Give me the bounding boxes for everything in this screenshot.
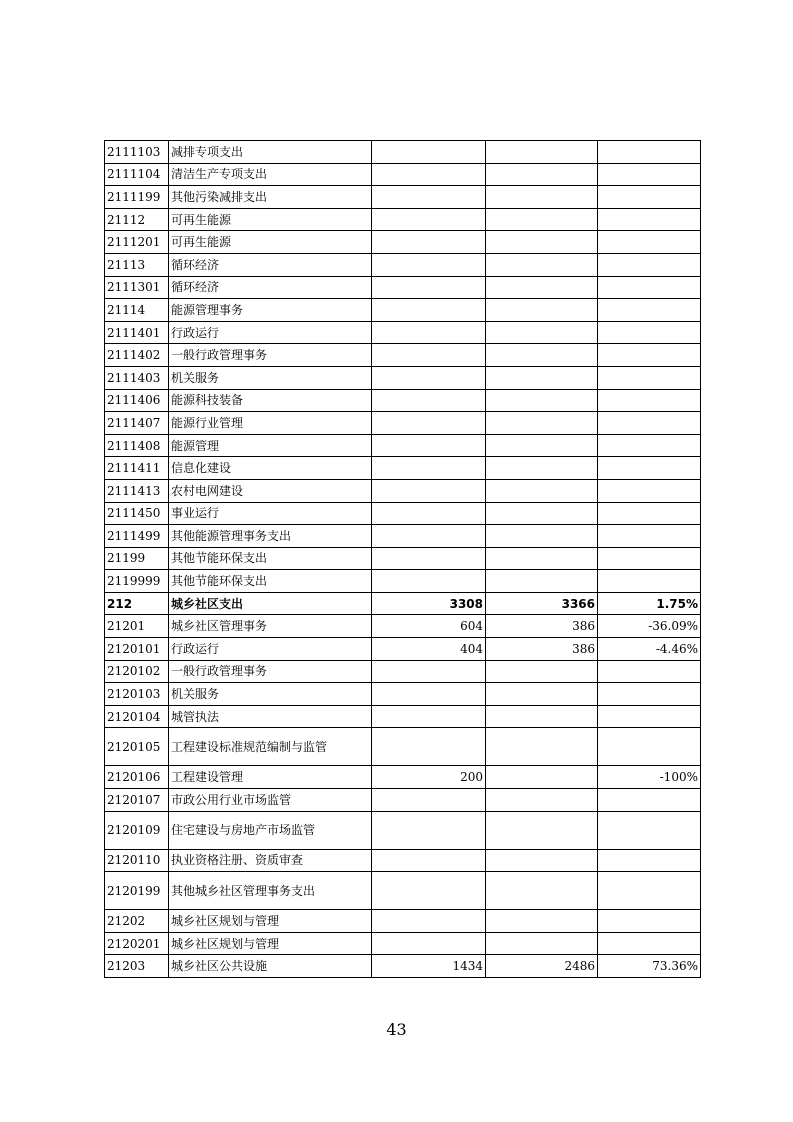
value-cell-3 xyxy=(598,811,701,849)
code-cell: 21112 xyxy=(105,208,169,231)
name-cell: 城管执法 xyxy=(169,705,372,728)
value-cell-1 xyxy=(372,705,486,728)
value-cell-2 xyxy=(486,932,598,955)
table-row xyxy=(105,163,701,186)
name-cell: 机关服务 xyxy=(169,366,372,389)
value-cell-3 xyxy=(598,683,701,706)
value-cell-1 xyxy=(372,728,486,766)
code-cell: 2111403 xyxy=(105,366,169,389)
table-row xyxy=(105,389,701,412)
value-cell-1: 1434 xyxy=(372,955,486,978)
table-row xyxy=(105,683,701,706)
value-cell-3 xyxy=(598,231,701,254)
value-cell-1 xyxy=(372,872,486,910)
value-cell-3 xyxy=(598,299,701,322)
value-cell-2: 386 xyxy=(486,638,598,661)
code-cell: 2120106 xyxy=(105,766,169,789)
name-cell: 城乡社区支出 xyxy=(169,592,372,615)
value-cell-2 xyxy=(486,525,598,548)
value-cell-3 xyxy=(598,502,701,525)
value-cell-1 xyxy=(372,299,486,322)
value-cell-2 xyxy=(486,253,598,276)
value-cell-2 xyxy=(486,728,598,766)
value-cell-3: 1.75% xyxy=(598,592,701,615)
name-cell: 行政运行 xyxy=(169,638,372,661)
code-cell: 2111499 xyxy=(105,525,169,548)
code-cell: 2111199 xyxy=(105,186,169,209)
value-cell-3 xyxy=(598,366,701,389)
value-cell-1 xyxy=(372,389,486,412)
table-row xyxy=(105,321,701,344)
code-cell: 2120103 xyxy=(105,683,169,706)
name-cell: 清洁生产专项支出 xyxy=(169,163,372,186)
code-cell: 2111407 xyxy=(105,412,169,435)
value-cell-3 xyxy=(598,849,701,872)
value-cell-3 xyxy=(598,872,701,910)
table-row xyxy=(105,186,701,209)
name-cell: 市政公用行业市场监管 xyxy=(169,789,372,812)
code-cell: 2120104 xyxy=(105,705,169,728)
name-cell: 其他能源管理事务支出 xyxy=(169,525,372,548)
value-cell-1: 3308 xyxy=(372,592,486,615)
code-cell: 21203 xyxy=(105,955,169,978)
table-row xyxy=(105,955,701,978)
value-cell-3 xyxy=(598,253,701,276)
table-row xyxy=(105,457,701,480)
name-cell: 城乡社区公共设施 xyxy=(169,955,372,978)
value-cell-2 xyxy=(486,276,598,299)
code-cell: 2111402 xyxy=(105,344,169,367)
value-cell-1 xyxy=(372,570,486,593)
value-cell-1 xyxy=(372,910,486,933)
code-cell: 2120101 xyxy=(105,638,169,661)
value-cell-3: -36.09% xyxy=(598,615,701,638)
value-cell-3 xyxy=(598,389,701,412)
table-row xyxy=(105,525,701,548)
code-cell: 2111401 xyxy=(105,321,169,344)
code-cell: 2111406 xyxy=(105,389,169,412)
name-cell: 减排专项支出 xyxy=(169,141,372,164)
table-row xyxy=(105,208,701,231)
table-row xyxy=(105,766,701,789)
name-cell: 可再生能源 xyxy=(169,208,372,231)
value-cell-1 xyxy=(372,186,486,209)
value-cell-1: 404 xyxy=(372,638,486,661)
value-cell-2 xyxy=(486,344,598,367)
budget-table-body xyxy=(105,141,701,978)
budget-table xyxy=(104,140,701,978)
value-cell-2 xyxy=(486,208,598,231)
value-cell-2 xyxy=(486,412,598,435)
value-cell-3 xyxy=(598,208,701,231)
value-cell-3 xyxy=(598,789,701,812)
value-cell-1: 200 xyxy=(372,766,486,789)
value-cell-3: -4.46% xyxy=(598,638,701,661)
value-cell-3 xyxy=(598,525,701,548)
table-row xyxy=(105,570,701,593)
table-row xyxy=(105,932,701,955)
table-row xyxy=(105,231,701,254)
name-cell: 一般行政管理事务 xyxy=(169,660,372,683)
value-cell-2 xyxy=(486,547,598,570)
code-cell: 2120110 xyxy=(105,849,169,872)
name-cell: 执业资格注册、资质审查 xyxy=(169,849,372,872)
code-cell: 2111201 xyxy=(105,231,169,254)
value-cell-2 xyxy=(486,849,598,872)
value-cell-3 xyxy=(598,570,701,593)
table-row xyxy=(105,141,701,164)
code-cell: 21202 xyxy=(105,910,169,933)
value-cell-1 xyxy=(372,412,486,435)
value-cell-3: -100% xyxy=(598,766,701,789)
value-cell-1 xyxy=(372,811,486,849)
value-cell-2: 2486 xyxy=(486,955,598,978)
value-cell-3 xyxy=(598,660,701,683)
value-cell-1 xyxy=(372,344,486,367)
code-cell: 2120201 xyxy=(105,932,169,955)
value-cell-1 xyxy=(372,479,486,502)
table-row xyxy=(105,412,701,435)
code-cell: 2119999 xyxy=(105,570,169,593)
name-cell: 农村电网建设 xyxy=(169,479,372,502)
value-cell-2 xyxy=(486,502,598,525)
table-row xyxy=(105,479,701,502)
name-cell: 循环经济 xyxy=(169,276,372,299)
name-cell: 行政运行 xyxy=(169,321,372,344)
name-cell: 能源管理 xyxy=(169,434,372,457)
value-cell-2 xyxy=(486,141,598,164)
table-row xyxy=(105,811,701,849)
code-cell: 2120105 xyxy=(105,728,169,766)
value-cell-3 xyxy=(598,705,701,728)
name-cell: 能源行业管理 xyxy=(169,412,372,435)
value-cell-2 xyxy=(486,683,598,706)
table-row xyxy=(105,366,701,389)
value-cell-2 xyxy=(486,389,598,412)
value-cell-3 xyxy=(598,457,701,480)
value-cell-1 xyxy=(372,789,486,812)
code-cell: 21113 xyxy=(105,253,169,276)
value-cell-2 xyxy=(486,321,598,344)
table-row xyxy=(105,434,701,457)
value-cell-2 xyxy=(486,910,598,933)
code-cell: 2111450 xyxy=(105,502,169,525)
value-cell-2: 386 xyxy=(486,615,598,638)
name-cell: 其他城乡社区管理事务支出 xyxy=(169,872,372,910)
value-cell-2 xyxy=(486,789,598,812)
value-cell-3 xyxy=(598,412,701,435)
value-cell-3 xyxy=(598,276,701,299)
table-row xyxy=(105,849,701,872)
value-cell-1 xyxy=(372,849,486,872)
value-cell-1 xyxy=(372,932,486,955)
value-cell-1 xyxy=(372,163,486,186)
table-row xyxy=(105,502,701,525)
code-cell: 212 xyxy=(105,592,169,615)
value-cell-3 xyxy=(598,547,701,570)
table-row xyxy=(105,299,701,322)
value-cell-2: 3366 xyxy=(486,592,598,615)
name-cell: 工程建设管理 xyxy=(169,766,372,789)
value-cell-2 xyxy=(486,570,598,593)
name-cell: 事业运行 xyxy=(169,502,372,525)
value-cell-1 xyxy=(372,547,486,570)
value-cell-2 xyxy=(486,366,598,389)
value-cell-2 xyxy=(486,231,598,254)
value-cell-3 xyxy=(598,321,701,344)
value-cell-1: 604 xyxy=(372,615,486,638)
code-cell: 2111411 xyxy=(105,457,169,480)
value-cell-1 xyxy=(372,321,486,344)
name-cell: 其他节能环保支出 xyxy=(169,547,372,570)
value-cell-2 xyxy=(486,811,598,849)
page-number: 43 xyxy=(386,1020,407,1039)
table-row xyxy=(105,592,701,615)
name-cell: 信息化建设 xyxy=(169,457,372,480)
value-cell-1 xyxy=(372,253,486,276)
name-cell: 一般行政管理事务 xyxy=(169,344,372,367)
name-cell: 其他污染减排支出 xyxy=(169,186,372,209)
value-cell-1 xyxy=(372,231,486,254)
value-cell-2 xyxy=(486,163,598,186)
code-cell: 2111301 xyxy=(105,276,169,299)
value-cell-2 xyxy=(486,705,598,728)
table-row xyxy=(105,276,701,299)
table-row xyxy=(105,547,701,570)
value-cell-3 xyxy=(598,344,701,367)
table-row xyxy=(105,253,701,276)
value-cell-2 xyxy=(486,479,598,502)
value-cell-3 xyxy=(598,910,701,933)
table-row xyxy=(105,660,701,683)
value-cell-2 xyxy=(486,872,598,910)
table-row xyxy=(105,705,701,728)
code-cell: 2120107 xyxy=(105,789,169,812)
name-cell: 城乡社区规划与管理 xyxy=(169,932,372,955)
value-cell-3 xyxy=(598,479,701,502)
table-row xyxy=(105,789,701,812)
value-cell-3 xyxy=(598,163,701,186)
name-cell: 能源管理事务 xyxy=(169,299,372,322)
value-cell-1 xyxy=(372,208,486,231)
code-cell: 2111104 xyxy=(105,163,169,186)
value-cell-3 xyxy=(598,186,701,209)
code-cell: 2111103 xyxy=(105,141,169,164)
name-cell: 城乡社区管理事务 xyxy=(169,615,372,638)
code-cell: 21114 xyxy=(105,299,169,322)
value-cell-3 xyxy=(598,728,701,766)
table-row xyxy=(105,615,701,638)
table-row xyxy=(105,344,701,367)
table-row xyxy=(105,872,701,910)
value-cell-3 xyxy=(598,141,701,164)
table-row xyxy=(105,638,701,661)
value-cell-3 xyxy=(598,434,701,457)
name-cell: 机关服务 xyxy=(169,683,372,706)
value-cell-2 xyxy=(486,434,598,457)
name-cell: 可再生能源 xyxy=(169,231,372,254)
value-cell-2 xyxy=(486,660,598,683)
value-cell-1 xyxy=(372,276,486,299)
value-cell-1 xyxy=(372,525,486,548)
name-cell: 工程建设标准规范编制与监管 xyxy=(169,728,372,766)
value-cell-1 xyxy=(372,502,486,525)
code-cell: 2120102 xyxy=(105,660,169,683)
code-cell: 2111413 xyxy=(105,479,169,502)
value-cell-3 xyxy=(598,932,701,955)
name-cell: 循环经济 xyxy=(169,253,372,276)
value-cell-1 xyxy=(372,366,486,389)
value-cell-3: 73.36% xyxy=(598,955,701,978)
table-row xyxy=(105,910,701,933)
value-cell-2 xyxy=(486,457,598,480)
value-cell-1 xyxy=(372,434,486,457)
value-cell-1 xyxy=(372,457,486,480)
code-cell: 2120109 xyxy=(105,811,169,849)
value-cell-1 xyxy=(372,141,486,164)
value-cell-2 xyxy=(486,299,598,322)
code-cell: 2111408 xyxy=(105,434,169,457)
name-cell: 其他节能环保支出 xyxy=(169,570,372,593)
name-cell: 住宅建设与房地产市场监管 xyxy=(169,811,372,849)
value-cell-1 xyxy=(372,683,486,706)
table-row xyxy=(105,728,701,766)
code-cell: 2120199 xyxy=(105,872,169,910)
value-cell-2 xyxy=(486,766,598,789)
value-cell-2 xyxy=(486,186,598,209)
code-cell: 21201 xyxy=(105,615,169,638)
code-cell: 21199 xyxy=(105,547,169,570)
name-cell: 能源科技装备 xyxy=(169,389,372,412)
value-cell-1 xyxy=(372,660,486,683)
name-cell: 城乡社区规划与管理 xyxy=(169,910,372,933)
